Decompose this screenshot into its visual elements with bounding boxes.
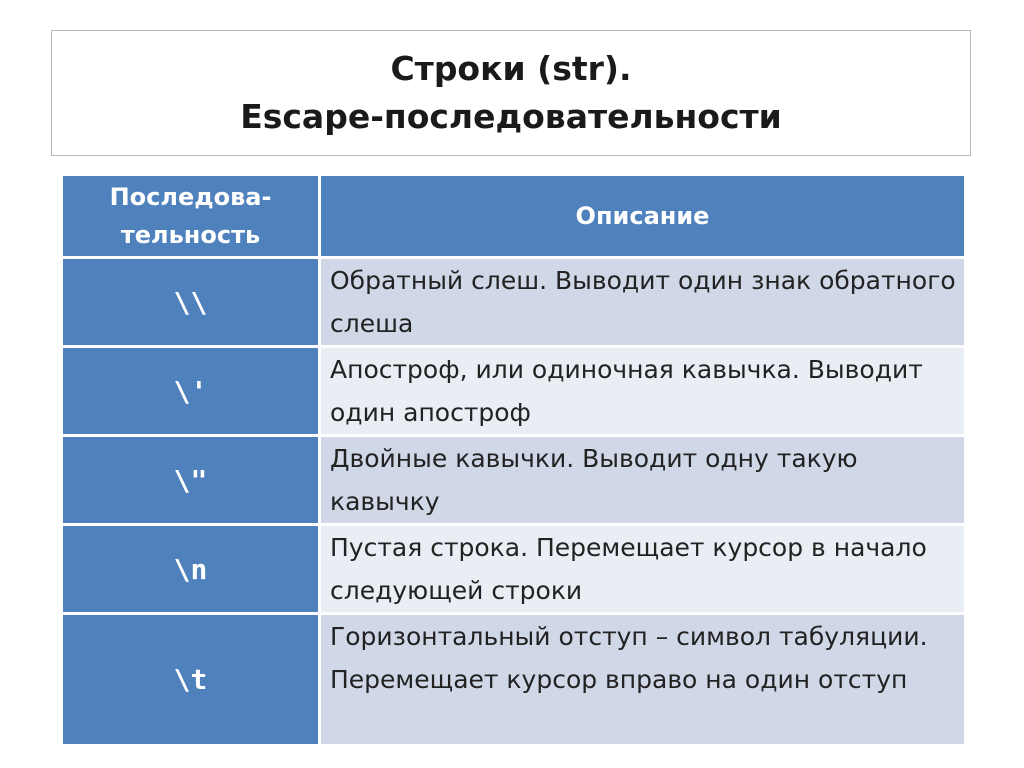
table-row	[62, 525, 966, 614]
description-cell: Горизонтальный отступ – символ табуляции. Перемещает курсор вправо на один отступ	[320, 614, 966, 746]
description-cell: Двойные кавычки. Выводит одну такую кавычку	[320, 436, 966, 525]
sequence-cell: \t	[62, 614, 320, 746]
description-cell: Обратный слеш. Выводит один знак обратного слеша	[320, 258, 966, 347]
header-sequence-line-1: Последова-	[109, 183, 272, 211]
sequence-cell: \'	[62, 347, 320, 436]
table-header-row	[62, 175, 966, 258]
table-row	[62, 347, 966, 436]
table-row	[62, 614, 966, 746]
sequence-cell: \n	[62, 525, 320, 614]
sequence-cell: \\	[62, 258, 320, 347]
description-cell: Пустая строка. Перемещает курсор в начало следующей строки	[320, 525, 966, 614]
slide-title-line-1: Строки (str).	[390, 49, 632, 88]
escape-sequences-table	[60, 173, 967, 747]
slide-title-line-2: Escape-последовательности	[240, 97, 782, 136]
description-cell: Апостроф, или одиночная кавычка. Выводит один апостроф	[320, 347, 966, 436]
header-description: Описание	[320, 175, 966, 258]
sequence-cell: \"	[62, 436, 320, 525]
header-sequence	[62, 175, 320, 258]
slide-title-box	[51, 30, 971, 156]
table-row	[62, 258, 966, 347]
header-sequence-line-2: тельность	[120, 221, 261, 249]
table-row	[62, 436, 966, 525]
